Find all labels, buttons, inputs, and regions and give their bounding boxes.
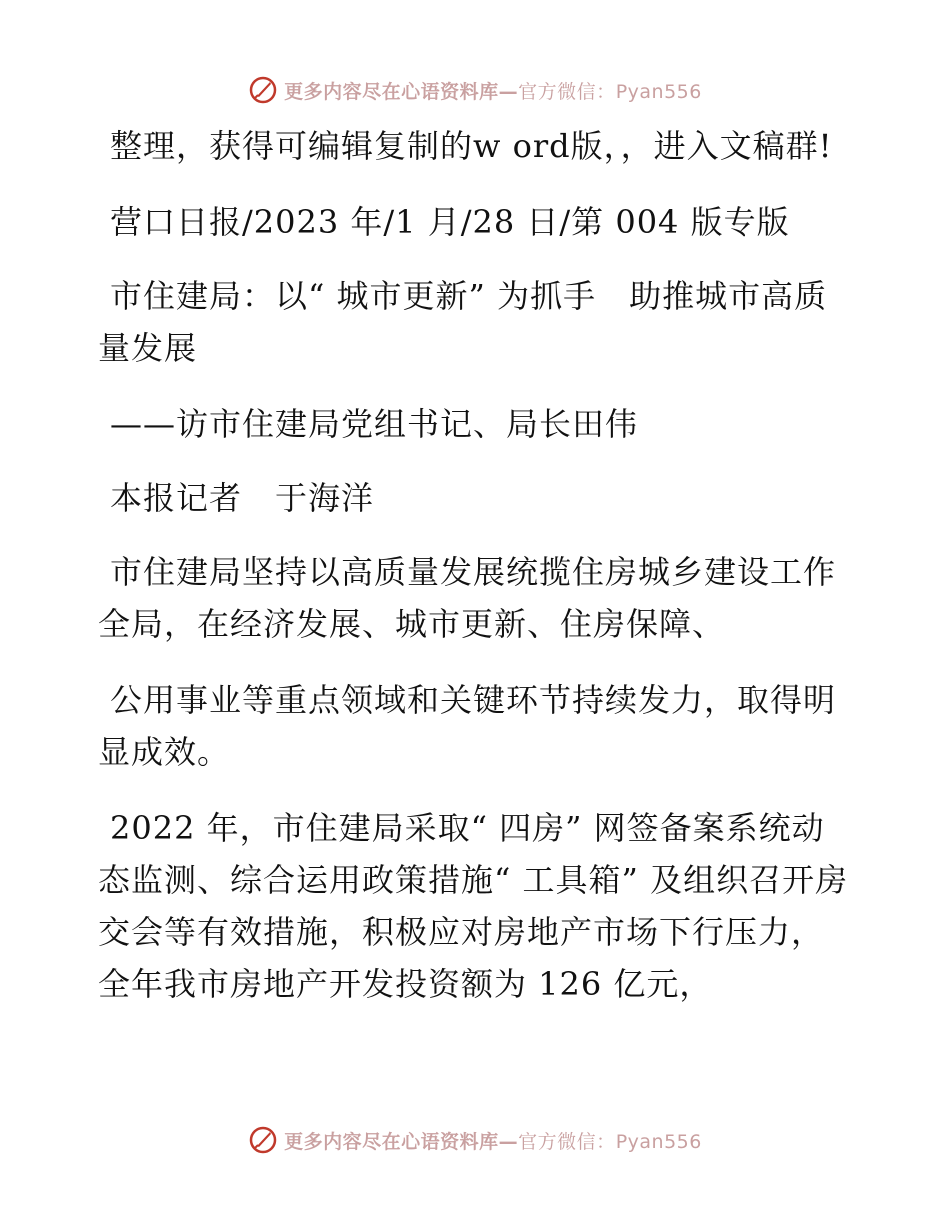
article-subheadline: ——访市住建局党组书记、局长田伟 [110,405,639,443]
watermark-text [284,1127,702,1154]
watermark-footer [0,1120,950,1160]
paragraph-body-1: 市住建局坚持以高质量发展统揽住房城乡建设工作全局，在经济发展、城市更新、住房保障、 [98,553,837,643]
watermark-contact: 官方微信： [518,80,616,103]
watermark-id: Pyan556 [615,1130,702,1153]
watermark-separator: — [498,80,519,103]
paragraph-intro: 整理，获得可编辑复制的w ord版，，进入文稿群! [110,127,833,165]
watermark-separator: — [498,1130,519,1153]
paragraph-body-2: 公用事业等重点领域和关键环节持续发力，取得明显成效。 [98,681,837,771]
watermark-brand: 更多内容尽在心语资料库 [284,80,499,103]
watermark-id: Pyan556 [615,80,702,103]
watermark-brand: 更多内容尽在心语资料库 [284,1130,499,1153]
watermark-text [284,77,702,104]
watermark-header [0,70,950,110]
article-headline: 市住建局：以“ 城市更新” 为抓手 助推城市高质量发展 [98,277,828,367]
article-body [98,120,850,1034]
watermark-contact: 官方微信： [518,1130,616,1153]
paragraph-body-3: 2022 年，市住建局采取“ 四房” 网签备案系统动态监测、综合运用政策措施“ 工具箱” 及组织召开房交会等有效措施，积极应对房地产市场下行压力，全年我市房地产开发投资额为 126 亿元， [98,809,849,1003]
paragraph-source: 营口日报/2023 年/1 月/28 日/第 004 版专版 [110,203,790,241]
article-byline: 本报记者 于海洋 [110,479,375,517]
quill-logo-icon [248,1125,278,1155]
quill-logo-icon [248,75,278,105]
